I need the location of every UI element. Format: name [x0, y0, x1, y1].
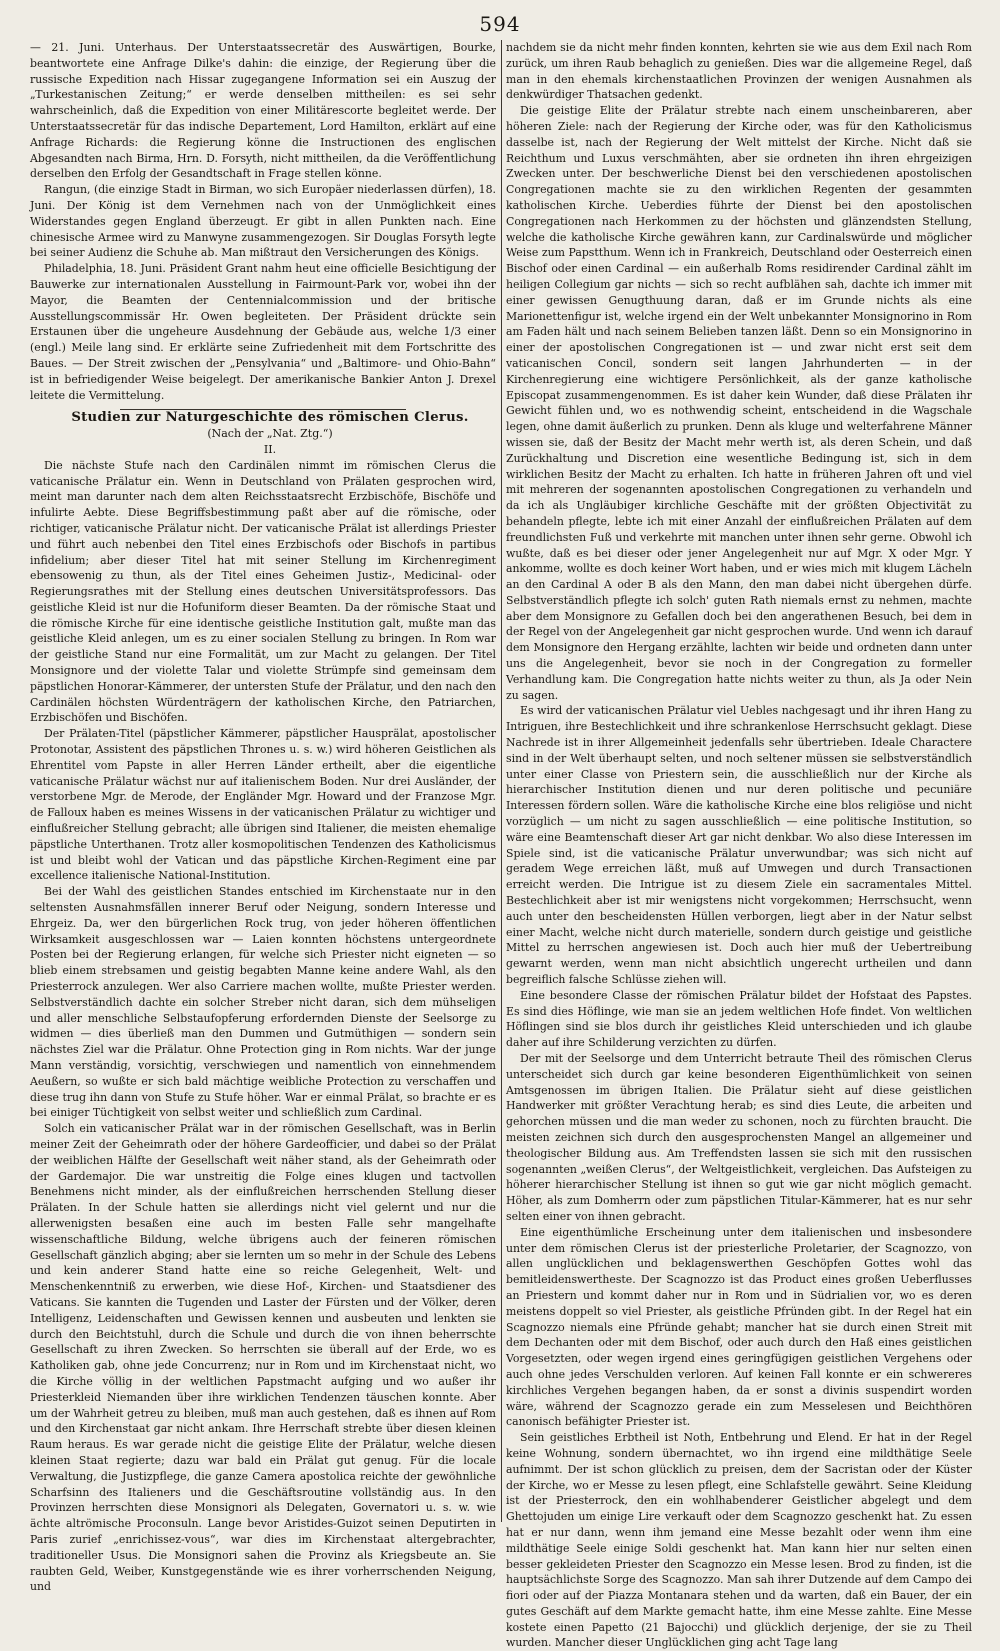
article-paragraph: Der mit der Seelsorge und dem Unterricht betraute Theil des römischen Clerus unterscheidet sich durch gar keine besonderen Eigenthümlichkeit von seinen Amtsgenossen im übrigen Italien. Die Prälatur sieht auf diese geistlichen Handwerker mit größter Verachtung herab; es sind dies Leute, die arbeiten und gehorchen müssen und die man weder zu schonen, noch zu fürchten braucht. Die meisten zeichnen sich durch den ausgesprochensten Mangel an allgemeiner und theologischer Bildung aus. Am Treffendsten lassen sie sich mit den russischen sogenannten „weißen Clerus“, der Weltgeistlichkeit, vergleichen. Das Aufsteigen zu höherer hierarchischer Stellung ist ihnen so gut wie gar nicht möglich gemacht. Höher, als zum Domherrn oder zum päpstlichen Titular-Kämmerer, hat es nur sehr selten einer von ihnen gebracht. — [506, 1052, 972, 1223]
article-source: (Nach der „Nat. Ztg.“) — [207, 427, 333, 441]
article-paragraph: Es wird der vaticanischen Prälatur viel Uebles nachgesagt und ihr ihren Hang zu Intriguen, ihre Bestechlichkeit und ihre schrankenlose Herrschsucht geklagt. Diese Nachrede ist in ihrer Allgemeinheit jedenfalls sehr übertrieben. Ideale Charactere sind in der Welt überhaupt selten, und noch seltener müssen sie selbstverständlich unter einer Classe von Priestern sein, die ausschließlich nur der Kirche als hierarchischer Institution dienen und nur deren politische und pecuniäre Interessen fördern sollen. Wäre die katholische Kirche eine blos religiöse und nicht vorzüglich — um nicht zu sagen ausschließlich — eine politische Institution, so wäre eine Beamtenschaft dieser Art gar nicht denkbar. Wo also diese Interessen im Spiele sind, ist die vaticanische Prälatur unverwundbar; was sich nicht auf geradem Wege erreichen läßt, muß auf Umwegen und durch Transactionen erreicht werden. Die Intrigue ist zu diesem Ziele ein sacramentales Mittel. Bestechlichkeit aber ist mir wenigstens nicht vorgekommen; Herrschsucht, wenn auch unter den bescheidensten Hüllen verborgen, liegt aber in der Natur selbst einer Macht, welche nicht durch materielle, sondern durch geistige und geistliche Mittel zu herrschen angewiesen ist. Doch auch hier muß der Uebertreibung gewarnt werden, wenn man nicht absichtlich ungerecht urtheilen und dann begreiflich falsche Schlüsse ziehen will. — [506, 704, 972, 987]
article-paragraph: Die geistige Elite der Prälatur strebte nach einem unscheinbareren, aber höheren Ziele: nach der Regierung der Kirche oder, was für den Katholicismus dasselbe ist, nach der Regierung der Welt mittelst der Kirche. Nicht daß sie Reichthum und Luxus verschmähten, aber sie ordneten ihn ihren ehrgeizigen Zwecken unter. Der beschwerliche Dienst bei den verschiedenen apostolischen Congregationen machte sie zu den wirklichen Regenten der gesammten katholischen Kirche. Ueberdies führte der Dienst bei den apostolischen Congregationen nach Herkommen zu der höchsten und glänzendsten Stellung, welche die katholische Kirche gewähren kann, zur Cardinalswürde und möglicher Weise zum Papstthum. Wenn ich in Frankreich, Deutschland oder Oesterreich einen Bischof oder einen Cardinal — ein außerhalb Roms residirender Cardinal zählt im heiligen Collegium gar nichts — sich so recht aufblähen sah, dachte ich immer mit einer gewissen Genugthuung daran, daß er im Grunde nichts als eine Marionettenfigur ist, welche irgend ein der Welt unbekannter Monsignorino in Rom am Faden hält und nach seinem Belieben tanzen läßt. Denn so ein Monsignorino in einer der apostolischen Congregationen ist — und zwar nicht erst seit dem vaticanischen Concil, sondern seit langen Jahrhunderten — in der Kirchenregierung eine wichtigere Persönlichkeit, als der ganze katholische Episcopat zusammengenommen. Es ist daher kein Wunder, daß diese Prälaten ihr Gewicht fühlen und, wo es nothwendig scheint, entscheidend in die Wagschale legen, ohne damit äußerlich zu prunken. Denn als kluge und welterfahrene Männer wissen sie, daß der Besitz der Macht mehr werth ist, als deren Schein, und daß Zurückhaltung und Discretion eine wesentliche Bedingung ist, sich in dem wirklichen Besitz der Macht zu erhalten. Ich hatte in früheren Jahren oft und viel mit mehreren der sogenannten apostolischen Congregationen zu verhandeln und da ich als Ungläubiger kirchliche Geschäfte mit der größten Objectivität zu behandeln pflegte, lebte ich mit einer Anzahl der einflußreichen Prälaten auf dem freundlichsten Fuß und verkehrte mit manchen unter ihnen sehr gerne. Obwohl ich wußte, daß es bei dieser oder jener Angelegenheit nur auf Mgr. X oder Mgr. Y ankomme, wollte es doch keiner Wort haben, und er wies mich mit klugem Lächeln an den Cardinal A oder B als den Mann, den man dabei nicht übergehen dürfe. Selbstverständlich pflegte ich solch' guten Rath niemals ernst zu nehmen, machte aber dem Monsignore zu Gefallen doch bei den angerathenen Besuch, bei dem in der Regel von der Angelegenheit gar nicht gesprochen wurde. Und wenn ich darauf dem Monsignore den Hergang erzählte, lachten wir beide und ordneten dann unter uns die Angelegenheit, bevor sie noch in der Congregation zu formeller Verhandlung kam. Die Congregation hatte nichts weiter zu thun, als Ja oder Nein zu sagen. — [506, 104, 972, 702]
page-number: 594 — [479, 12, 521, 36]
article-paragraph: Eine besondere Classe der römischen Prälatur bildet der Hofstaat des Papstes. Es sind dies Höflinge, wie man sie an jedem weltlichen Hofe findet. Von weltlichen Höflingen sind sie blos durch ihr geistliches Kleid unterschieden und ich glaube daher auf ihre Schilderung verzichten zu dürfen. — [506, 988, 972, 1050]
news-item-london: — 21. Juni. Unterhaus. Der Unterstaatssecretär des Auswärtigen, Bourke, beantwortete eine Anfrage Dilke's dahin: die einzige, der Regierung über die russische Expedition nach Hissar zugegangene Information sei ein Auszug der „Turkestanischen Zeitung;“ er werde denselben mittheilen: es sei sehr wahrscheinlich, daß die Expedition von einer Militärescorte begleitet werde. Der Unterstaatssecretär für das indische Departement, Lord Hamilton, erklärt auf eine Anfrage Richards: die Regierung könne die Instructionen des englischen Abgesandten nach Birma, Hrn. D. Forsyth, nicht mittheilen, da die Veröffentlichung derselben den Erfolg der Gesandtschaft in Frage stellen könne. — [30, 41, 496, 181]
text-columns — [30, 40, 972, 1650]
column-rule — [501, 40, 502, 1522]
article-paragraph: Solch ein vaticanischer Prälat war in der römischen Gesellschaft, was in Berlin meiner Zeit der Geheimrath oder der höhere Gardeofficier, und dabei so der Prälat der weiblichen Hälfte der Gesellschaft weit näher stand, als der Geheimrath oder der Gardemajor. Die war unstreitig die Folge eines klugen und tactvollen Benehmens nicht minder, als der einflußreichen herrschenden Stellung dieser Prälaten. In der Schule hatten sie allerdings nicht viel gelernt und nur die allerwenigsten besaßen eine auch im besten Falle sehr mangelhafte wissenschaftliche Bildung, welche übrigens auch der feineren römischen Gesellschaft gänzlich abging; aber sie lernten um so mehr in der Schule des Lebens und kein anderer Stand hatte eine so reiche Gelegenheit, Welt- und Menschenkenntniß zu erwerben, wie diese Hof-, Kirchen- und Staatsdiener des Vaticans. Sie kannten die Tugenden und Laster der Fürsten und der Völker, deren Intelligenz, Leidenschaften und Gewissen kennen und ausbeuten und lenkten sie durch den Beichtstuhl, durch die Schule und durch die von ihnen beherrschte Gesellschaft zu ihren Zwecken. So herrschten sie überall auf der Erde, wo es Katholiken gab, ohne jede Concurrenz; nur in Rom und im Kirchenstaat nicht, wo die Kirche völlig in der weltlichen Papstmacht aufging und wo außer ihr Priesterkleid Niemanden über ihre wirklichen Tendenzen täuschen konnte. Aber um der Wahrheit getreu zu bleiben, muß man auch gestehen, daß es ihnen auf Rom und den Kirchenstaat gar nicht ankam. Ihre Herrschaft strebte über diesen kleinen Raum heraus. Es war gerade nicht die geistige Elite der Prälatur, welche diesen kleinen Staat regierte; dazu war bald ein Prälat gut genug. Für die locale Verwaltung, die Justizpflege, die ganze Camera apostolica reichte der gewöhnliche Scharfsinn des Italieners und die Geschäftsroutine vollständig aus. In den Provinzen herrschten diese Monsignori als Delegaten, Governatori u. s. w. wie ächte altrömische Proconsuln. Lange bevor Aristides-Guizot seinen Deputirten in Paris zurief „enrichissez-vous“, war dies im Kirchenstaat altergebrachter, traditioneller Usus. Die Monsignori sahen die Provinz als Kriegsbeute an. Sie raubten Geld, Weiber, Kunstgegenstände wie es ihrer vorherrschenden Neigung, und — [30, 1122, 496, 1594]
article-paragraph: Eine eigenthümliche Erscheinung unter dem italienischen und insbesondere unter dem römischen Clerus ist der priesterliche Proletarier, der Scagnozzo, von allen unglücklichen und beklagenswerthen Geschöpfen Gottes wohl das bemitleidenswertheste. Der Scagnozzo ist das Product eines großen Ueberflusses an Priestern und kommt daher nur in Rom und in Südrialien vor, wo es deren meistens doppelt so viel Priester, als geistliche Pfründen gibt. In der Regel hat ein Scagnozzo niemals eine Pfründe gehabt; mancher hat sie durch einen Streit mit dem Dechanten oder mit dem Bischof, oder auch durch den Haß eines geistlichen Vorgesetzten, oder wegen irgend eines geringfügigen geistlichen Vergehens oder auch ohne jedes Verschulden verloren. Auf keinen Fall konnte er ein schwereres kirchliches Vergehen begangen haben, da er sonst a divinis suspendirt worden wäre, während der Scagnozzo gerade ein zum Messelesen und Beichthören canonisch befähigter Priester ist. — [506, 1225, 972, 1429]
article-paragraph: Bei der Wahl des geistlichen Standes entschied im Kirchenstaate nur in den seltensten Ausnahmsfällen innerer Beruf oder Neigung, sondern Interesse und Ehrgeiz. Da, wer den bürgerlichen Rock trug, von jeder höheren öffentlichen Wirksamkeit ausgeschlossen war — Laien konnten höchstens untergeordnete Posten bei der Regierung erlangen, für welche sich Priester nicht eigneten — so blieb einem strebsamen und geistig begabten Manne keine andere Wahl, als den Priesterrock anzulegen. Wer also Carriere machen wollte, mußte Priester werden. Selbstverständlich dachte ein solcher Streber nicht daran, sich dem mühseligen und aller menschliche Selbstaufopferung erfordernden Dienste der Seelsorge zu widmen — dies überließ man den Dummen und Gutmüthigen — sondern sein nächstes Ziel war die Prälatur. Ohne Protection ging in Rom nichts. War der junge Mann verständig, vorsichtig, verschwiegen und namentlich von einnehmendem Aeußern, so wußte er sich bald mächtige weibliche Protection zu verschaffen und diese trug ihn dann von Stufe zu Stufe höher. War er einmal Prälat, so brachte er es bei einiger Tüchtigkeit von selbst weiter und schließlich zum Cardinal. — [30, 885, 496, 1120]
article-paragraph: nachdem sie da nicht mehr finden konnten, kehrten sie wie aus dem Exil nach Rom zurück, um ihren Raub behaglich zu genießen. Dies war die allgemeine Regel, daß man in den ehemals kirchenstaatlichen Provinzen der wenigen Ausnahmen als denkwürdiger Thatsachen gedenkt. — [506, 41, 972, 102]
article-title: Studien zur Naturgeschichte des römischen Clerus. — [71, 410, 469, 426]
left-column — [30, 40, 497, 1594]
news-item-philadelphia: Philadelphia, 18. Juni. Präsident Grant nahm heut eine officielle Besichtigung der Bauwerke zur internationalen Ausstellung in Fairmount-Park vor, wobei ihn der Mayor, die Beamten der Centennialcommission und der britische Ausstellungscommissär Hr. Owen begleiteten. Der Präsident drückte sein Erstaunen über die ungeheure Ausdehnung der Gebäude aus, welche 1/3 einer (engl.) Meile lang sind. Er erklärte seine Zufriedenheit mit dem Fortschritte des Baues. — Der Streit zwischen der „Pensylvania“ und „Baltimore- und Ohio-Bahn“ ist in befriedigender Weise beigelegt. Der amerikanische Bankier Anton J. Drexel leitete die Vermittelung. — [30, 262, 496, 402]
right-column — [506, 40, 972, 1650]
article-paragraph: Der Prälaten-Titel (päpstlicher Kämmerer, päpstlicher Hausprälat, apostolischer Protonotar, Assistent des päpstlichen Thrones u. s. w.) wird höheren Geistlichen als Ehrentitel vom Papste in aller Herren Länder ertheilt, aber die eigentliche vaticanische Prälatur wächst nur auf italienischem Boden. Nur drei Ausländer, der verstorbene Mgr. de Merode, der Engländer Mgr. Howard und der Franzose Mgr. de Falloux haben es meines Wissens in der vaticanischen Prälatur zu wichtiger und einflußreicher Stellung gebracht; alle übrigen sind Italiener, die meisten ehemalige päpstliche Unterthanen. Trotz aller kosmopolitischen Tendenzen des Katholicismus ist und bleibt wohl der Vatican und das päpstliche Kirchen-Regiment eine par excellence italienische National-Institution. — [30, 727, 496, 883]
article-part-number: II. — [263, 442, 277, 456]
article-paragraph: Die nächste Stufe nach den Cardinälen nimmt im römischen Clerus die vaticanische Prälatur ein. Wenn in Deutschland von Prälaten gesprochen wird, meint man darunter nach dem alten Reichsstaatsrecht Erzbischöfe, Bischöfe und infulirte Aebte. Diese Begriffsbestimmung paßt aber auf die römische, oder richtiger, vaticanische Prälatur nicht. Der vaticanische Prälat ist allerdings Priester und führt auch nebenbei den Titel eines Erzbischofs oder Bischofs in partibus infidelium; aber dieser Titel hat mit seiner Stellung im Kirchenregiment ebensowenig zu thun, als der Titel eines Geheimen Justiz-, Medicinal- oder Regierungsrathes mit der Stellung eines deutschen Universitätsprofessors. Das geistliche Kleid ist nur die Hofuniform dieser Beamten. Da der römische Staat und die römische Kirche für eine identische geistliche Institution galt, mußte man das geistliche Kleid anlegen, um es zu einer socialen Stellung zu bringen. In Rom war der geistliche Stand nur eine Formalität, um zur Macht zu gelangen. Der Titel Monsignore und der violette Talar und violette Strümpfe sind gemeinsam dem päpstlichen Honorar-Kämmerer, der untersten Stufe der Prälatur, und den nach den Cardinälen höchsten Würdenträgern der katholischen Kirche, den Patriarchen, Erzbischöfen und Bischöfen. — [30, 458, 497, 725]
news-item-rangun: Rangun, (die einzige Stadt in Birman, wo sich Europäer niederlassen dürfen), 18. Juni. Der König ist dem Vernehmen nach von der Unmöglichkeit eines Widerstandes gegen England überzeugt. Er gibt in allen Punkten nach. Eine chinesische Armee wird zu Manwyne zusammengezogen. Sir Douglas Forsyth legte bei seiner Audienz die Schuhe ab. Man mißtraut den Versicherungen des Königs. — [30, 183, 496, 260]
article-paragraph: Sein geistliches Erbtheil ist Noth, Entbehrung und Elend. Er hat in der Regel keine Wohnung, sondern übernachtet, wo ihn irgend eine mildthätige Seele aufnimmt. Der ist schon glücklich zu preisen, dem der Sacristan oder der Küster der Kirche, wo er Messe zu lesen pflegt, eine Schlafstelle gewährt. Seine Kleidung ist der Priesterrock, den ein wohlhabenderer Geistlicher abgelegt und dem Ghettojuden um einige Lire verkauft oder dem Scagnozzo geschenkt hat. Zu essen hat er nur dann, wenn ihm jemand eine Messe bezahlt oder wenn ihm eine mildthätige Seele einige Soldi geschenkt hat. Man kann hier nur selten einen besser gekleideten Priester den Scagnozzo ein Messe lesen. Brod zu finden, ist die hauptsächlichste Sorge des Scagnozzo. Man sah ihrer Dutzende auf dem Campo dei fiori oder auf der Piazza Montanara stehen und da warten, daß ein Bauer, der ein gutes Geschäft auf dem Markte gemacht hatte, ihm eine Messe zahlte. Eine Messe kostete einen Papetto (21 Bajocchi) und glücklich derjenige, der sie zu Theil wurden. Mancher dieser Unglücklichen ging acht Tage lang — [506, 1431, 972, 1650]
